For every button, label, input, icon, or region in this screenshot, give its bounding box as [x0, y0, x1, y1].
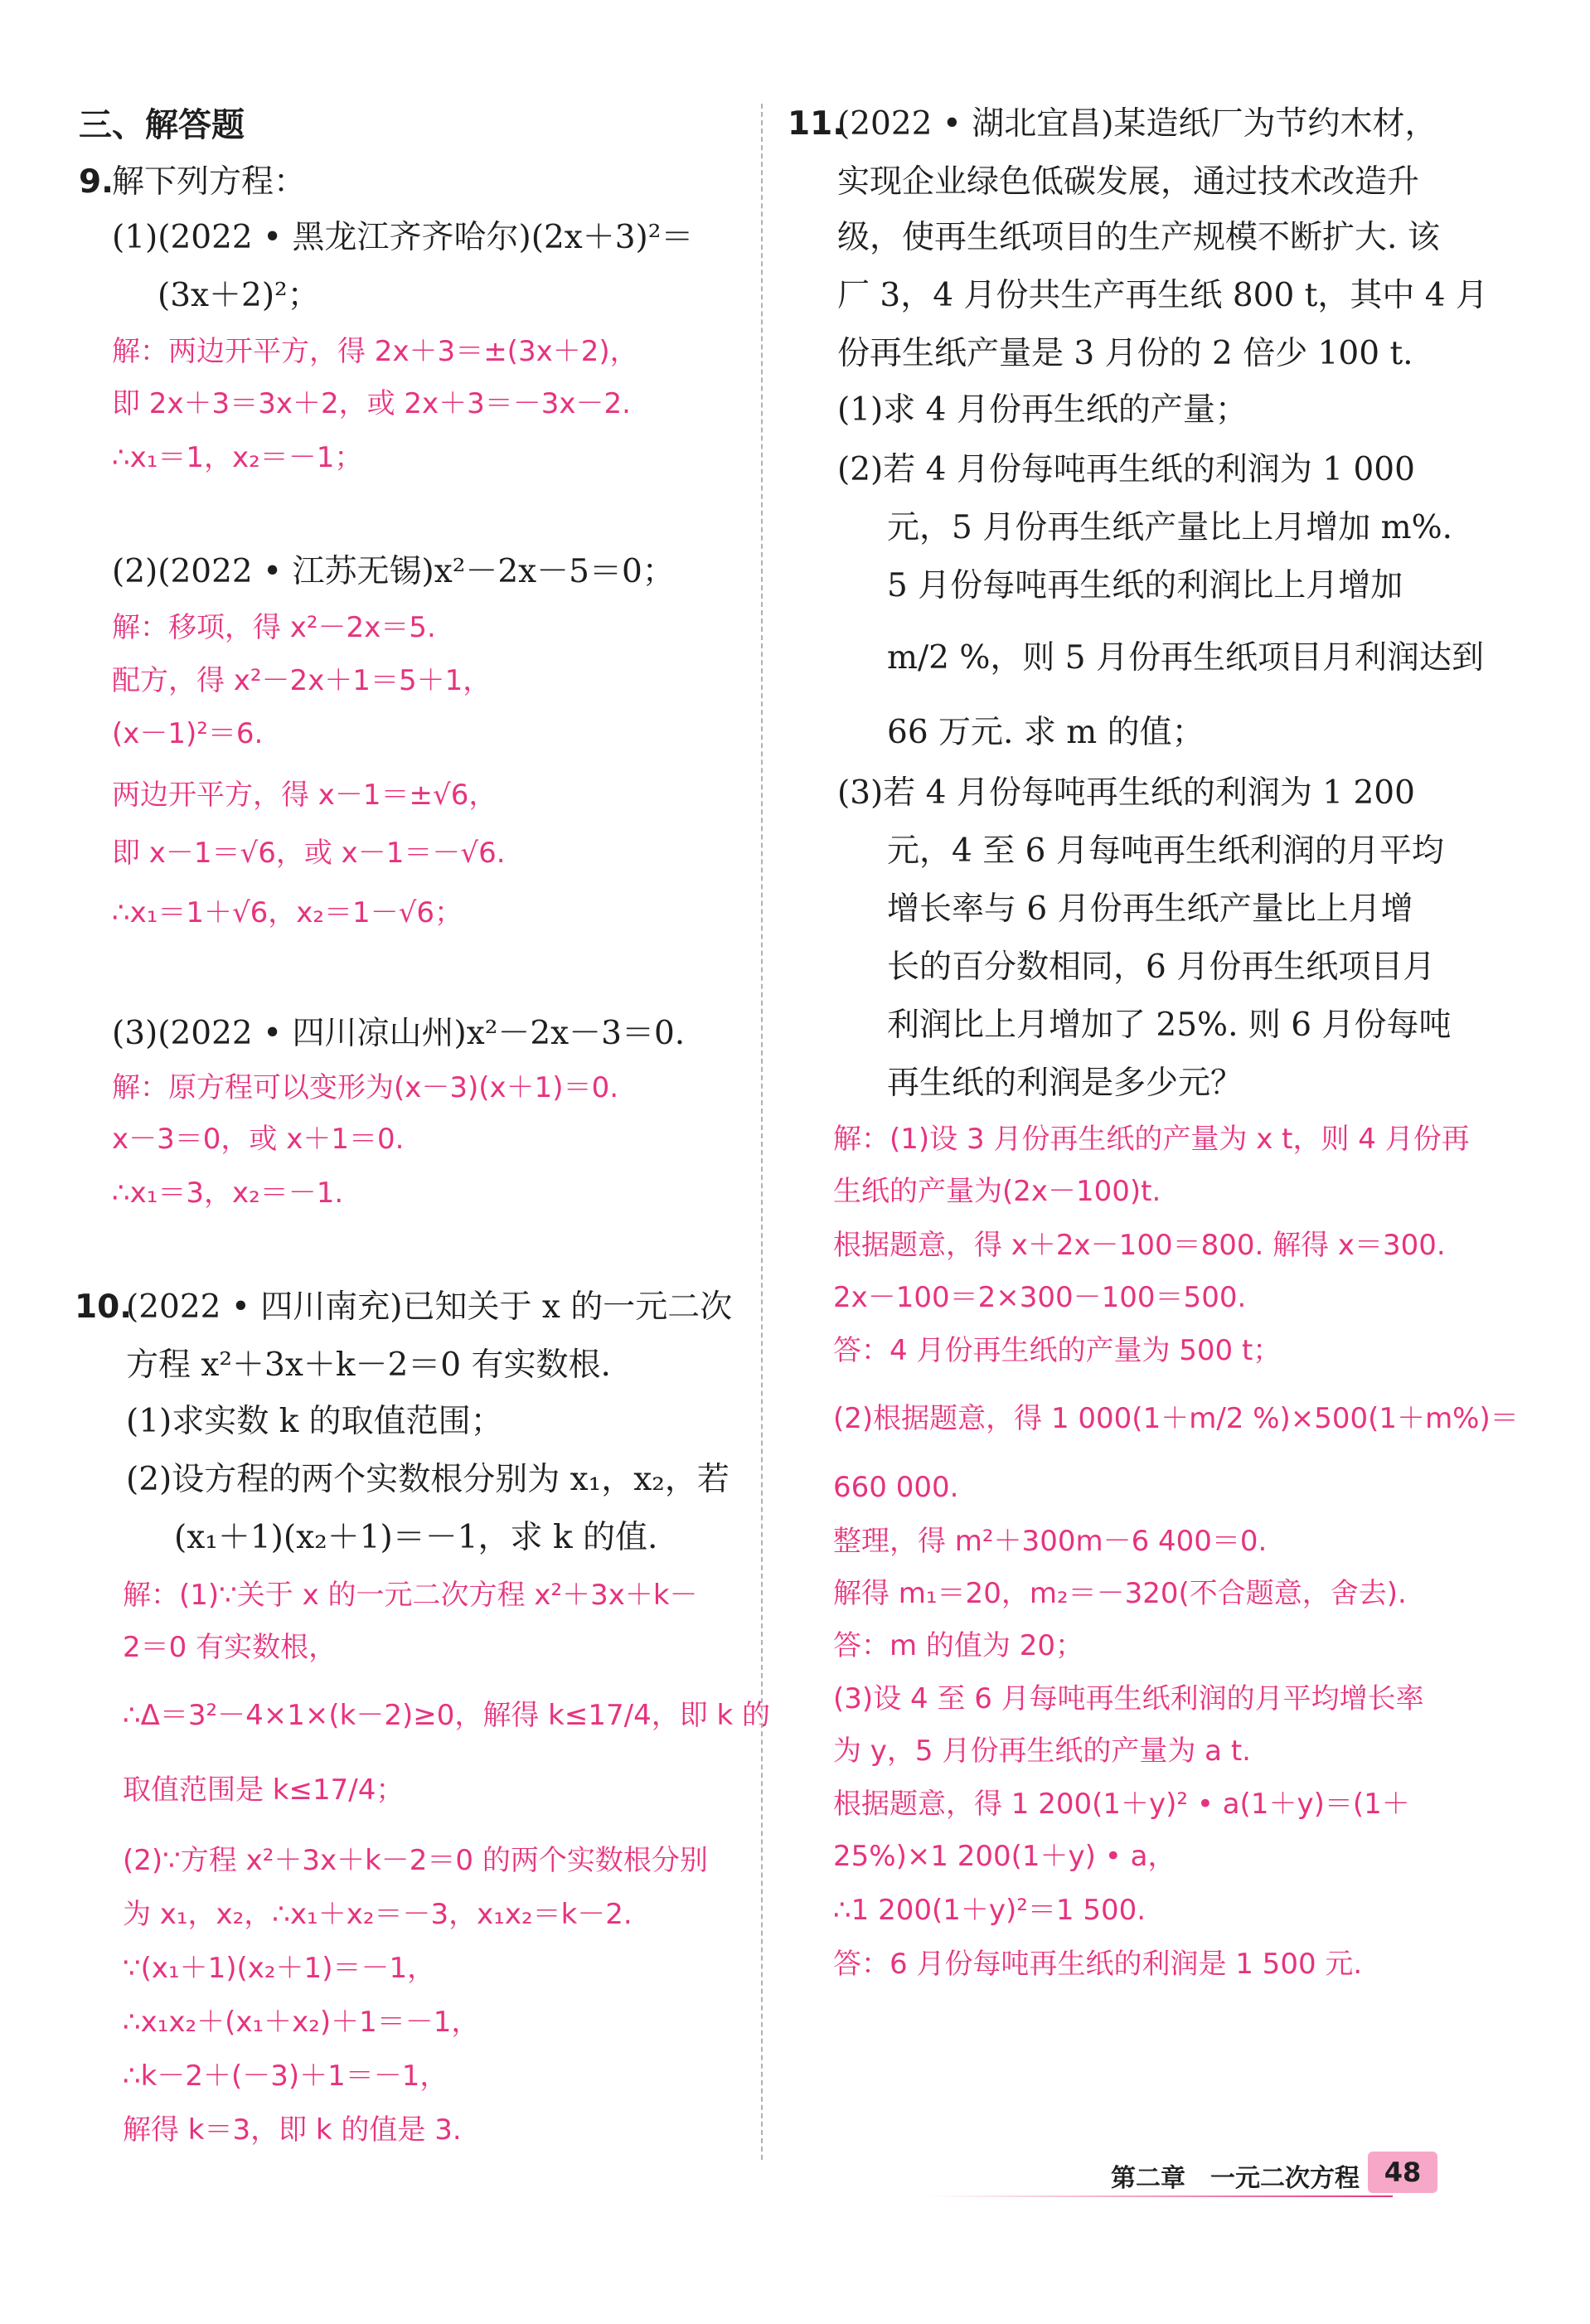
part-2-line: (2)(2022 • 江苏无锡)x²－2x－5＝0；	[112, 553, 675, 590]
solution-line: (2)根据题意，得 1 000(1＋m/2 %)×500(1＋m%)＝	[833, 1402, 1519, 1435]
part-2-line-2: (x₁＋1)(x₂＋1)＝－1，求 k 的值.	[174, 1519, 658, 1556]
solution-line: 即 2x＋3＝3x＋2，或 2x＋3＝－3x－2.	[112, 387, 631, 420]
solution-line: x－3＝0，或 x＋1＝0.	[112, 1123, 405, 1156]
solution-line: 2＝0 有实数根，	[123, 1631, 337, 1664]
part-3-line: (3)(2022 • 四川凉山州)x²－2x－3＝0.	[112, 1015, 686, 1052]
solution-line: 660 000.	[833, 1471, 959, 1504]
part-2-line: 元，5 月份再生纸产量比上月增加 m%.	[887, 509, 1453, 546]
solution-line: 即 x－1＝√6，或 x－1＝－√6.	[112, 837, 506, 870]
question-number: 9.	[79, 163, 114, 201]
part-3-line: 增长率与 6 月份再生纸产量比上月增	[887, 890, 1413, 928]
question-stem-line: (2022 • 湖北宜昌)某造纸厂为节约木材，	[837, 105, 1437, 143]
part-1-line: (1)求 4 月份再生纸的产量；	[837, 391, 1248, 429]
part-3-line: (3)若 4 月份每吨再生纸的利润为 1 200	[837, 774, 1415, 812]
solution-line: ∴k－2＋(－3)＋1＝－1，	[123, 2060, 448, 2093]
solution-line: 25%)×1 200(1＋y) • a，	[833, 1840, 1176, 1873]
part-2-line: (2)若 4 月份每吨再生纸的利润为 1 000	[837, 451, 1415, 488]
question-number: 10.	[75, 1288, 133, 1326]
part-1-line: (1)求实数 k 的取值范围；	[126, 1403, 503, 1440]
solution-line: (2)∵方程 x²＋3x＋k－2＝0 的两个实数根分别	[123, 1844, 708, 1877]
question-stem-line-2: 方程 x²＋3x＋k－2＝0 有实数根.	[126, 1346, 611, 1384]
question-stem-line: 级，使再生纸项目的生产规模不断扩大. 该	[837, 219, 1440, 256]
part-3-line: 再生纸的利润是多少元？	[887, 1065, 1243, 1102]
solution-line: 答：4 月份再生纸的产量为 500 t；	[833, 1334, 1282, 1367]
footer-chapter: 第二章 一元二次方程	[1111, 2164, 1360, 2193]
page-number: 48	[1368, 2152, 1437, 2193]
question-stem-line: 份再生纸产量是 3 月份的 2 倍少 100 t.	[837, 335, 1413, 372]
question-stem: 解下列方程：	[112, 163, 307, 201]
solution-line: 取值范围是 k≤17/4；	[123, 1773, 405, 1807]
question-stem-line: 实现企业绿色低碳发展，通过技术改造升	[837, 163, 1420, 201]
solution-line: ∴1 200(1＋y)²＝1 500.	[833, 1894, 1146, 1927]
part-3-line: 长的百分数相同，6 月份再生纸项目月	[887, 949, 1436, 986]
solution-line: 答：m 的值为 20；	[833, 1629, 1083, 1662]
solution-line: (x－1)²＝6.	[112, 717, 264, 750]
solution-line: 2x－100＝2×300－100＝500.	[833, 1281, 1247, 1314]
solution-line: 为 y，5 月份再生纸的产量为 a t.	[833, 1735, 1251, 1768]
solution-line: 解：(1)∵关于 x 的一元二次方程 x²＋3x＋k－	[123, 1579, 698, 1612]
footer-rule	[928, 2195, 1393, 2197]
question-number: 11.	[788, 105, 846, 143]
solution-line: ∵(x₁＋1)(x₂＋1)＝－1，	[123, 1952, 436, 1985]
solution-line: ∴Δ＝3²－4×1×(k－2)≥0，解得 k≤17/4，即 k 的	[123, 1699, 771, 1732]
solution-line: 整理，得 m²＋300m－6 400＝0.	[833, 1525, 1268, 1558]
part-3-line: 元，4 至 6 月每吨再生纸利润的月平均	[887, 832, 1444, 870]
section-heading: 三、解答题	[79, 106, 245, 144]
solution-line: 为 x₁，x₂，∴x₁＋x₂＝－3，x₁x₂＝k－2.	[123, 1898, 633, 1931]
solution-line: 解：原方程可以变形为(x－3)(x＋1)＝0.	[112, 1071, 619, 1104]
question-stem-line: 厂 3，4 月份共生产再生纸 800 t，其中 4 月	[837, 277, 1488, 314]
solution-line: ∴x₁＝3，x₂＝－1.	[112, 1177, 344, 1210]
solution-line: 解得 m₁＝20，m₂＝－320(不合题意，舍去).	[833, 1577, 1407, 1610]
solution-line: 两边开平方，得 x－1＝±√6，	[112, 779, 497, 812]
solution-line: 解得 k＝3，即 k 的值是 3.	[123, 2113, 462, 2147]
solution-line: ∴x₁x₂＋(x₁＋x₂)＋1＝－1，	[123, 2006, 480, 2039]
question-stem-line-1: (2022 • 四川南充)已知关于 x 的一元二次	[126, 1288, 733, 1326]
part-1-line-2: (3x＋2)²；	[158, 277, 320, 314]
part-2-line: m/2 %，则 5 月份再生纸项目月利润达到	[887, 639, 1484, 677]
solution-line: 配方，得 x²－2x＋1＝5＋1，	[112, 664, 492, 697]
column-divider	[761, 104, 763, 2160]
solution-line: 根据题意，得 1 200(1＋y)² • a(1＋y)＝(1＋	[833, 1788, 1410, 1821]
solution-line: 解：两边开平方，得 2x＋3＝±(3x＋2)，	[112, 335, 638, 368]
part-3-line: 利润比上月增加了 25%. 则 6 月份每吨	[887, 1007, 1452, 1044]
solution-line: 解：(1)设 3 月份再生纸的产量为 x t，则 4 月份再	[833, 1123, 1470, 1156]
solution-line: 答：6 月份每吨再生纸的利润是 1 500 元.	[833, 1948, 1363, 1981]
part-2-line-1: (2)设方程的两个实数根分别为 x₁，x₂，若	[126, 1461, 730, 1498]
part-1-line-1: (1)(2022 • 黑龙江齐齐哈尔)(2x＋3)²＝	[112, 219, 694, 256]
part-2-line: 5 月份每吨再生纸的利润比上月增加	[887, 567, 1403, 604]
part-2-line: 66 万元. 求 m 的值；	[887, 714, 1205, 751]
solution-line: ∴x₁＝1＋√6，x₂＝1－√6；	[112, 896, 463, 929]
solution-line: 生纸的产量为(2x－100)t.	[833, 1175, 1161, 1208]
solution-line: ∴x₁＝1，x₂＝－1；	[112, 441, 363, 474]
solution-line: (3)设 4 至 6 月每吨再生纸利润的月平均增长率	[833, 1682, 1424, 1715]
solution-line: 解：移项，得 x²－2x＝5.	[112, 611, 436, 644]
solution-line: 根据题意，得 x＋2x－100＝800. 解得 x＝300.	[833, 1229, 1446, 1262]
